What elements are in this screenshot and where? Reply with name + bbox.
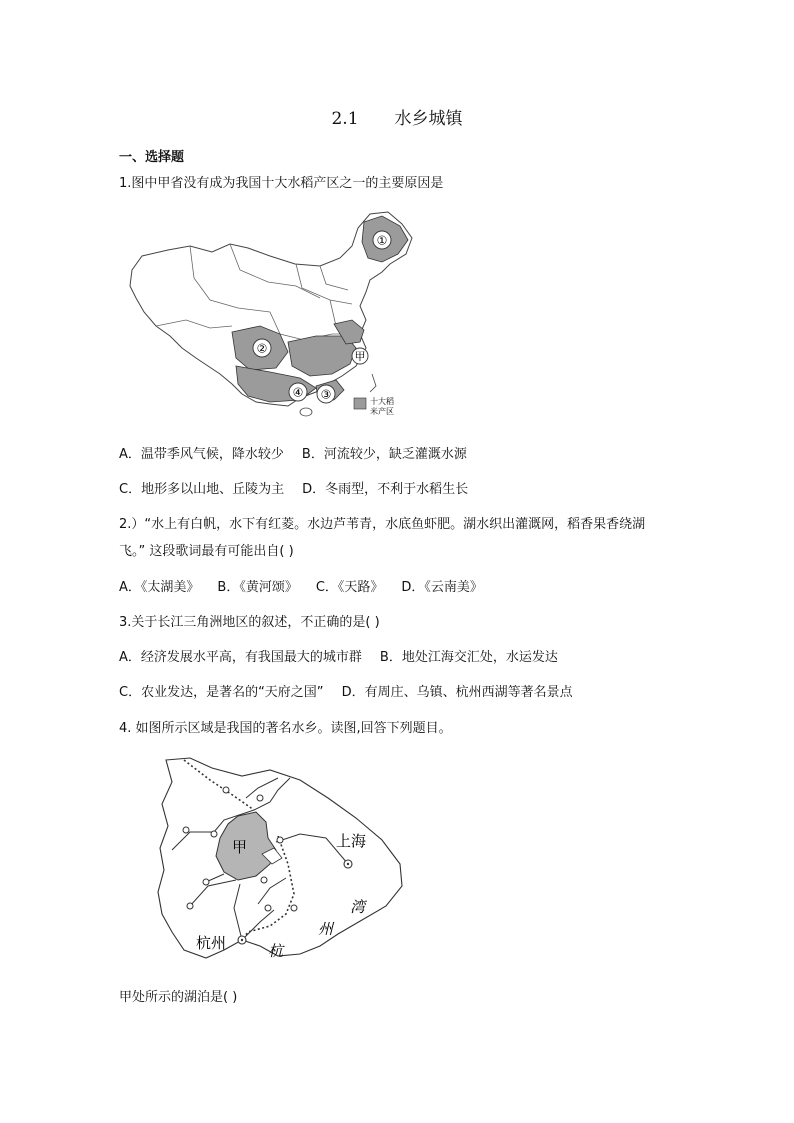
q4-stem: 4. 如图所示区域是我国的著名水乡。读图,回答下列题目。 [119, 721, 452, 736]
bay-char-1: 湾 [350, 898, 366, 916]
q1-option-c[interactable]: C．地形多以山地、丘陵为主 [119, 482, 285, 497]
q2-stem-line2: 飞。” 这段歌词最有可能出自( ) [119, 544, 294, 559]
q3-stem: 3.关于长江三角洲地区的叙述，不正确的是( ) [119, 615, 380, 630]
q3-option-c[interactable]: C．农业发达，是著名的“天府之国” [119, 685, 324, 700]
svg-text:③: ③ [320, 387, 332, 402]
bay-char-2: 州 [318, 920, 334, 938]
marker-2 [253, 339, 271, 357]
q2-option-a[interactable]: A．《太湖美》 [119, 580, 200, 595]
q2-option-b[interactable]: B．《黄河颂》 [217, 580, 298, 595]
q3-option-b[interactable]: B．地处江海交汇处，水运发达 [379, 650, 558, 665]
page-title [0, 104, 794, 129]
q1-option-d[interactable]: D．冬雨型，不利于水稻生长 [302, 482, 469, 497]
city-shanghai-label: 上海 [336, 832, 367, 850]
svg-text:甲: 甲 [354, 350, 366, 363]
province-boundary [184, 760, 254, 810]
china-rice-map [120, 208, 420, 420]
q1-stem: 1.图中甲省没有成为我国十大水稻产区之一的主要原因是 [119, 176, 444, 191]
hainan-island [300, 408, 312, 416]
svg-text:④: ④ [292, 385, 304, 400]
q3-options-row2 [119, 681, 573, 700]
svg-text:②: ② [256, 341, 268, 356]
q2-options [119, 576, 483, 595]
q2-option-d[interactable]: D．《云南美》 [401, 580, 483, 595]
section-heading: 一、选择题 [119, 150, 185, 165]
title-text: 水乡城镇 [394, 109, 463, 129]
province-jia-label [352, 348, 368, 364]
water-town-map [150, 754, 410, 966]
q3-options-row1 [119, 646, 558, 665]
bay-char-3: 杭 [268, 942, 284, 960]
lake-jia-label: 甲 [232, 838, 248, 856]
marker-1 [373, 231, 391, 249]
q3-option-a[interactable]: A．经济发展水平高，有我国最大的城市群 [119, 650, 362, 665]
q2-stem-line1: 2.）“水上有白帆，水下有红菱。水边芦苇青，水底鱼虾肥。湖水织出灌溉网，稻香果香绕湖 [119, 517, 646, 532]
city-hangzhou-label: 杭州 [196, 934, 227, 952]
q4-sub-question: 甲处所示的湖泊是( ) [119, 990, 238, 1005]
svg-text:①: ① [376, 233, 388, 248]
map-legend [354, 396, 394, 416]
q3-option-d[interactable]: D．有周庄、乌镇、杭州西湖等著名景点 [341, 685, 573, 700]
q1-option-b[interactable]: B．河流较少，缺乏灌溉水源 [301, 447, 467, 462]
marker-3 [317, 385, 335, 403]
svg-text:十大稻: 十大稻 [370, 397, 394, 406]
q2-option-c[interactable]: C．《天路》 [315, 580, 384, 595]
marker-4 [289, 383, 307, 401]
q1-options-row2 [119, 478, 468, 497]
svg-text:米产区: 米产区 [370, 407, 394, 416]
title-number: 2.1 [331, 109, 359, 129]
q1-options-row1 [119, 443, 467, 462]
q1-option-a[interactable]: A．温带季风气候，降水较少 [119, 447, 284, 462]
